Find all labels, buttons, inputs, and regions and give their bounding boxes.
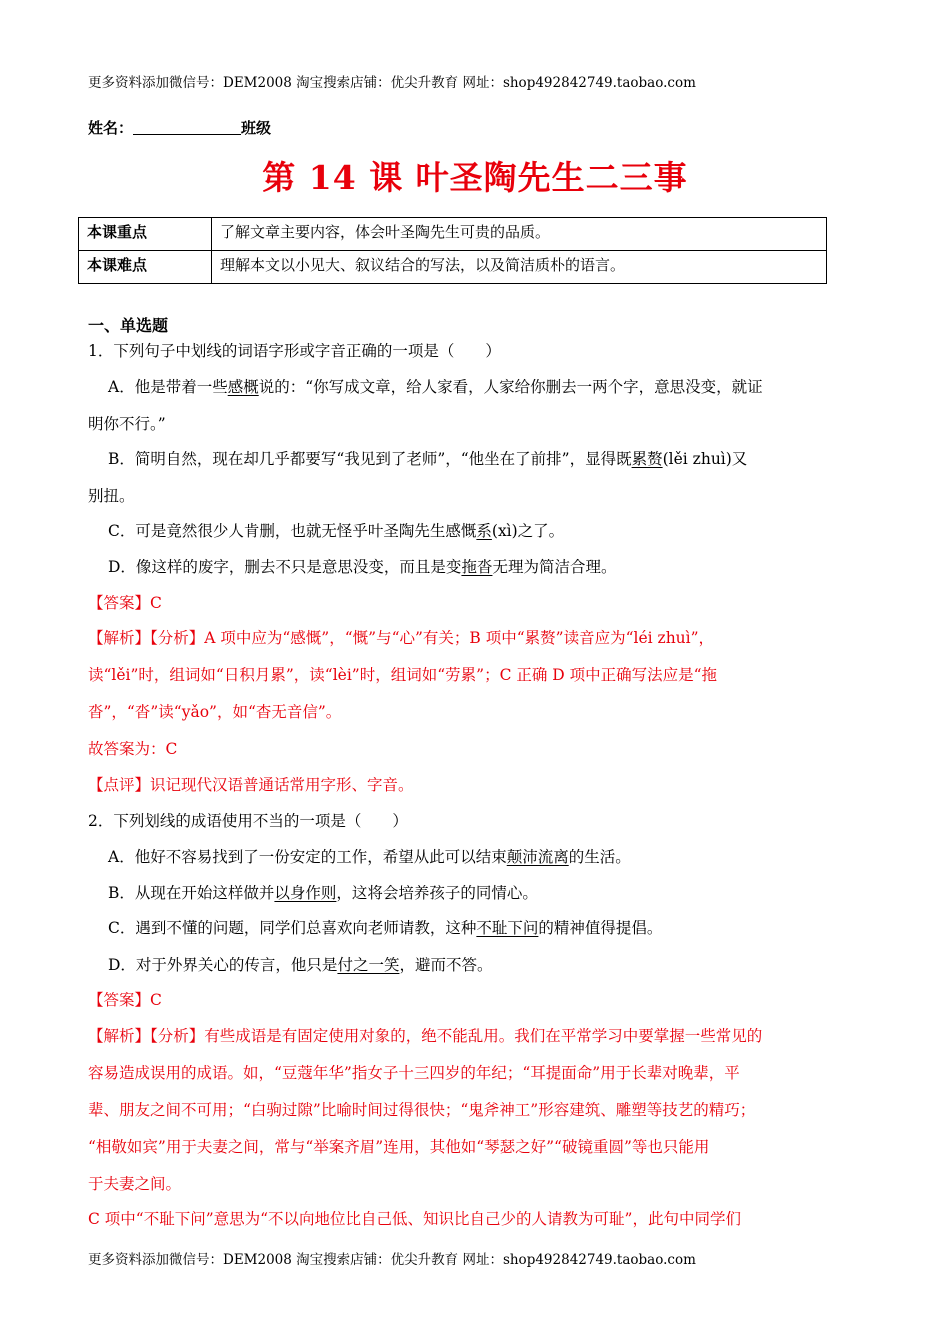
q1-analysis-1: 【解析】【分析】A 项中应为“感慨”，“慨”与“心”有关；B 项中“累赘”读音应为“léi zhuì”， (88, 629, 715, 647)
q2-b-underlined: 以身作则 (274, 884, 337, 902)
header-contact-text: 更多资料添加微信号：DEM2008 淘宝搜索店铺：优尖升教育 网址：shop492842749.taobao.com (88, 75, 696, 91)
q2-option-a: A．他好不容易找到了一份安定的工作，希望从此可以结束颠沛流离的生活。 (108, 848, 631, 866)
key-label: 本课重点 (79, 218, 212, 251)
q1-stem: 1．下列句子中划线的词语字形或字音正确的一项是（ ） (88, 342, 501, 360)
section-title: 一、单选题 (88, 316, 169, 335)
q2-analysis-5: 于夫妻之间。 (88, 1175, 182, 1193)
q1-option-c: C．可是竟然很少人肯删，也就无怪乎叶圣陶先生感慨系(xì)之了。 (108, 522, 565, 540)
q2-analysis-4: “相敬如宾”用于夫妻之间，常与“举案齐眉”连用，其他如“琴瑟之好”“破镜重圆”等也只能用 (88, 1138, 710, 1156)
difficulty-content: 理解本文以小见大、叙议结合的写法，以及简洁质朴的语言。 (212, 251, 827, 284)
q2-analysis-1: 【解析】【分析】有些成语是有固定使用对象的，绝不能乱用。我们在平常学习中要掌握一些常见的 (88, 1027, 763, 1045)
q2-analysis-6: C 项中“不耻下问”意思为“不以向地位比自己低、知识比自己少的人请教为可耻”，此句中同学们 (88, 1210, 741, 1228)
q2-option-b: B．从现在开始这样做并以身作则，这将会培养孩子的同情心。 (108, 884, 538, 902)
table-row (79, 218, 827, 251)
q2-stem: 2．下列划线的成语使用不当的一项是（ ） (88, 812, 408, 830)
q1-option-a-cont: 明你不行。” (88, 415, 166, 433)
difficulty-label: 本课难点 (79, 251, 212, 284)
name-class-line (88, 117, 271, 138)
q1-option-b: B．简明自然，现在却几乎都要写“我见到了老师”，“他坐在了前排”，显得既累赘(lěi zhuì)又 (108, 450, 748, 468)
q1-a-underlined: 感概 (227, 378, 259, 396)
q2-analysis-3: 辈、朋友之间不可用；“白驹过隙”比喻时间过得很快；“鬼斧神工”形容建筑、雕塑等技艺的精巧； (88, 1101, 756, 1119)
q2-analysis-2: 容易造成误用的成语。如，“豆蔻年华”指女子十三四岁的年纪；“耳提面命”用于长辈对晚辈，平 (88, 1064, 740, 1082)
name-blank (133, 120, 241, 135)
q1-answer: 【答案】C (88, 594, 162, 612)
q1-option-b-cont: 别扭。 (88, 487, 135, 505)
table-row (79, 251, 827, 284)
q2-c-underlined: 不耻下问 (476, 919, 539, 937)
q1-option-d: D．像这样的废字，删去不只是意思没变，而且是变拖沓无理为简洁合理。 (108, 558, 617, 576)
q1-comment: 【点评】识记现代汉语普通话常用字形、字音。 (88, 776, 414, 794)
q1-conclusion: 故答案为：C (88, 740, 178, 758)
q1-option-a: A．他是带着一些感概说的：“你写成文章，给人家看，人家给你删去一两个字，意思没变，就证 (108, 378, 763, 396)
q1-analysis-3: 沓”，“沓”读“yǎo”，如“杳无音信”。 (88, 703, 342, 721)
q1-analysis-2: 读“lěi”时，组词如“日积月累”，读“lèi”时，组词如“劳累”；C 正确 D 项中正确写法应是“拖 (88, 666, 718, 684)
class-label: 班级 (241, 119, 272, 137)
q1-c-underlined: 系 (476, 522, 492, 540)
lesson-title: 第 14 课 叶圣陶先生二三事 (262, 158, 688, 197)
q2-option-d: D．对于外界关心的传言，他只是付之一笑，避而不答。 (108, 956, 493, 974)
key-content: 了解文章主要内容，体会叶圣陶先生可贵的品质。 (212, 218, 827, 251)
footer-contact-text: 更多资料添加微信号：DEM2008 淘宝搜索店铺：优尖升教育 网址：shop492842749.taobao.com (88, 1252, 696, 1268)
q2-option-c: C．遇到不懂的问题，同学们总喜欢向老师请教，这种不耻下问的精神值得提倡。 (108, 919, 663, 937)
key-points-table (78, 217, 827, 284)
q2-a-underlined: 颠沛流离 (506, 848, 569, 866)
q2-d-underlined: 付之一笑 (337, 956, 400, 974)
q1-d-underlined: 拖沓 (461, 558, 493, 576)
q2-answer: 【答案】C (88, 991, 162, 1009)
name-label: 姓名： (88, 119, 134, 137)
q1-b-underlined: 累赘 (631, 450, 663, 468)
